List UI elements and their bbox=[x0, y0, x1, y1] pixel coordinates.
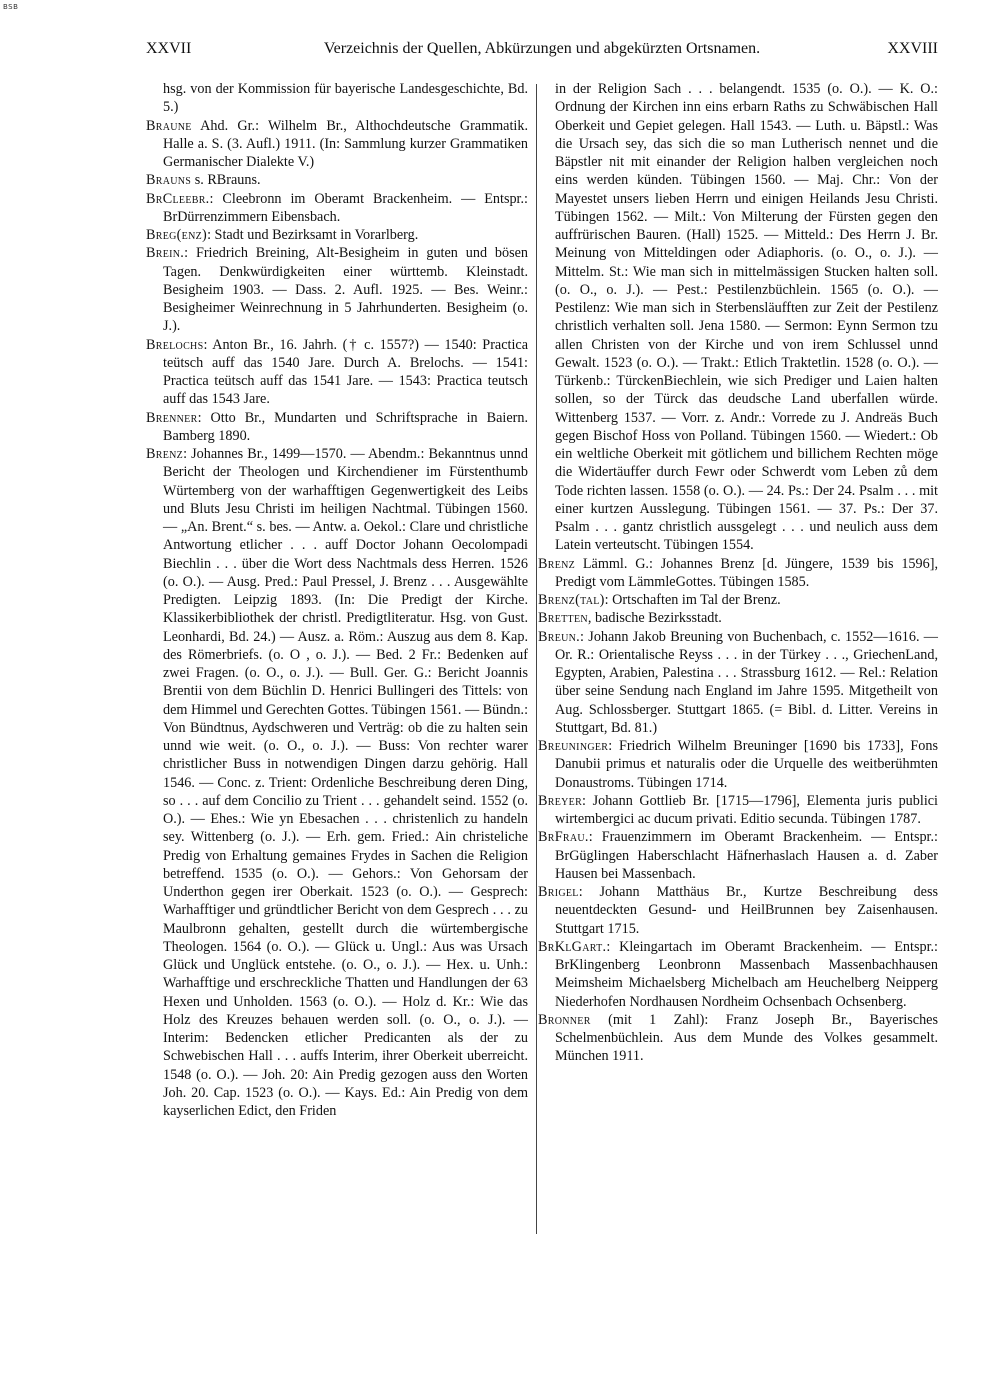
entry-text: s. RBrauns. bbox=[191, 172, 261, 189]
index-entry bbox=[538, 628, 938, 738]
entry-text: : Friedrich Wilhelm Breuninger [1690 bis 1733], Fons Danubii primus et naturalis oder die Urquelle des weitberühmten Donaustroms. Tübingen 1714. bbox=[555, 738, 938, 791]
index-entry bbox=[538, 609, 938, 627]
index-entry bbox=[146, 445, 528, 1120]
entry-headword: Bretten bbox=[538, 610, 588, 627]
index-entry bbox=[146, 244, 528, 335]
entry-text: : Johann Gottlieb Br. [1715—1796], Elementa juris publici wirtembergici ac ducum privati. Editio secunda. Tübingen 1787. bbox=[555, 792, 938, 827]
entry-text: : Ortschaften im Tal der Brenz. bbox=[604, 592, 781, 608]
entry-headword: BrKlGart. bbox=[538, 938, 607, 955]
entry-text: in der Religion Sach . . . belangendt. 1535 (o. O.). — K. O.: Ordnung der Kirchen inn eins erbarn Raths zu Schwäbischen Hall Oberkeit und Gepiet gelegen. Hall 1543. — Luth. u. Bäpstl.: Was die Ursach sey, das sich die so man Lutherisch nennet und die Bäpstler nit mit einander der Religion halben vergleichen noch eins werden künden. Tübingen 1560. — Maj. Chr.: Von der Mayestet unsers lieben Herrn und einigen Heilands Jesu Christi. Tübingen 1562. — Milt.: Von Milterung der Fürsten gegen den auffrürischen Bauren. (Hall) 1525. — Mitteld.: Des Herrn J. Br. Meinung von Mitteldingen oder Adiaphoris. (o. O., o. J.). — Mittelm. St.: Wie man sich in mittelmässigen Stucken halten soll. (o. O., o. J.). — Pest.: Pestilenzbüchlein. 1565 (o. O.). — Pestilenz: Wie man sich in Sterbensläufften zur Zeit der Pestilenz christlich verhalten soll. Jena 1580. — Sermon: Eynn Sermon tzu allen Christen von der Kirche und von irem Schlussel unnd Gewalt. 1523 (o. O.). — Trakt.: Etlich Traktetlin. 1528 (o. O.). — Türkenb.: TürckenBiechlein, wie sich Prediger und Laien halten sollen, so der Türck das deudsche Land uberfallen würde. Wittenberg 1537. — Vorr. z. Andr.: Vorrede zu J. Andreäs Buch gegen Bischof Hoss von Polland. Tübingen 1560. — Wiedert.: Ob ein weltliche Oberkeit mit götlichem und billichem Rechten möge die Widertäuffer durch Fewr oder Schwerdt vom Leben zů dem Tode richten lassen. 1558 (o. O.). — 24. Ps.: Der 24. Psalm . . . mit einer kurtzen Ausslegung. Tübingen 1561. — 37. Ps.: Der 37. Psalm . . . gantz christlich aussgelegt . . . und neulich auss dem Latein verteutscht. Tübingen 1554. bbox=[555, 81, 938, 554]
entry-text: , badische Bezirksstadt. bbox=[587, 610, 722, 627]
entry-headword: Brenner bbox=[146, 409, 198, 426]
index-entry bbox=[538, 938, 938, 1011]
entry-text: hsg. von der Kommission für bayerische Landesgeschichte, Bd. 5.) bbox=[163, 81, 528, 116]
entry-headword: Bronner bbox=[538, 1011, 591, 1028]
library-stamp: BSB bbox=[3, 3, 19, 11]
entry-headword: Brein. bbox=[146, 245, 185, 262]
entry-text: : Anton Br., 16. Jahrh. († c. 1557?) — 1540: Practica teütsch auff das 1540 Jare. Durch A. Brelochs. — 1541: Practica teütsch auff das 1541 Jare. — 1543: Practica teutsch auff das 1543 Jare. bbox=[163, 336, 528, 408]
index-entry bbox=[146, 226, 528, 244]
index-entry bbox=[538, 737, 938, 792]
index-entry bbox=[538, 555, 938, 592]
entry-headword: Breyer bbox=[538, 792, 583, 809]
entry-headword: Brigel bbox=[538, 884, 579, 900]
entry-text: : Stadt und Bezirksamt in Vorarlberg. bbox=[207, 227, 419, 243]
index-entry bbox=[146, 190, 528, 227]
index-entry bbox=[146, 117, 528, 172]
entry-headword: BrFrau. bbox=[538, 829, 589, 846]
index-entry bbox=[538, 883, 938, 938]
column-divider bbox=[536, 84, 537, 1234]
entry-headword: Breun. bbox=[538, 628, 581, 645]
entry-text: Lämml. G.: Johannes Brenz [d. Jüngere, 1539 bis 1596], Predigt vom LämmleGottes. Tübingen 1585. bbox=[555, 555, 938, 590]
entry-headword: Breuninger bbox=[538, 738, 609, 754]
entry-headword: Brenz bbox=[146, 446, 184, 462]
index-entry bbox=[146, 336, 528, 409]
index-entry bbox=[538, 1011, 938, 1066]
entry-text: : Johannes Br., 1499—1570. — Abendm.: Bekanntnus unnd Bericht der Theologen und Kirchendiener im Fürstenthumb Würtemberg von der warhafftigen Gegenwertigkeit des Leibs und Bluts Jesu Christi im heiligen Nachtmal. Tübingen 1560. — „An. Brent.“ s. bes. — Antw. a. Oekol.: Clare und christliche Antwortung etlicher . . . auff Doctor Johann Oecolompadi Biechlin . . . über die Wort dess Nachtmals dess Herren. 1526 (o. O.). — Ausg. Pred.: Paul Pressel, J. Brenz . . . Ausgewählte Predigten. Leipzig 1893. (In: Die Predigt der Kirche. Klassikerbibliothek der christl. Predigtliteratur. Hsg. von Gust. Leonhardi, Bd. 24.) — Ausz. a. Röm.: Auszug aus dem 8. Kap. des Römerbriefs. (o. O , o. J.). — Bed. 2 Fr.: Bedenken auf zwei Fragen. (o. O., o. J.). — Bull. Ger. G.: Bericht Joannis Brentii von dem Büchlin D. Henrici Bullingeri des Tittels: von dem Himmel und Gerechten Gottes. Tübingen 1561. — Bündn.: Von Bündtnus, Aydschweren und Verträg: ob die zu halten sein unnd wie weit. (o. O., o. J.). — Buss: Von rechter warer christlicher Buss in notwendigen Dingen darzu gehörig. Hall 1546. — Conc. z. Trient: Ordenliche Beschreibung deren Ding, so . . . auf dem Concilio zu Trient . . . gehandelt seind. 1552 (o. O.). — Ehes.: Wie yn Ebesachen . . . christenlich zu handeln sey. Wittenberg (o. J.). — Erh. gem. Fried.: Ain christeliche Predig von Erhaltung gemaines Frydes in Sachen die Religion betreffend. 1535 (o. O.). — Gehors.: Von Gehorsam der Underthon gegen irer Oberkait. 1523 (o. O.). — Gesprech: Warhafftiger und gründtlicher Bericht von dem Gesprech . . . zu Maulbronn gehalten, gestellt durch die würtembergische Theologen. 1564 (o. O.). — Glück u. Ungl.: Aus was Ursach Glück und Unglück entstehe. (o. O., o. J.). — Hex. u. Unh.: Warhafftige und erschreckliche Thatten und Handlungen der 63 Hexen und Unholden. 1563 (o. O.). — Holz d. Kr.: Wie das Holz des Kreuzes behauen werden soll. (o. O., o. J.). — Interim: Bedencken etlicher Predicanten als der zu Schwebischen Hall . . . auffs Interim, ihrer Oberkeit uberreicht. 1548 (o. O.). — Joh. 20: Ain Predig gezogen auss den Worten Joh. 20. Cap. 1523 (o. O.). — Kays. Ed.: Ain Predig von dem kayserlichen Edict, den Friden bbox=[163, 446, 529, 1119]
entry-headword: Brauns bbox=[146, 172, 192, 189]
entry-text: : Kleingartach im Oberamt Brackenheim. — Entspr.: BrKlingenberg Leonbronn Massenbach Massenbachhausen Meimsheim Michaelsberg Michelbach am Heuchelberg Neipperg Niederhofen Nordhausen Nordheim Ochsenbach Ochsenberg. bbox=[555, 938, 938, 1010]
entry-headword: Brelochs bbox=[146, 336, 204, 353]
entry-headword: BrCleebr. bbox=[146, 190, 210, 207]
index-entry bbox=[538, 80, 938, 555]
page-number-left: XXVII bbox=[146, 40, 192, 57]
entry-text: : Friedrich Breining, Alt-Besigheim in guten und bösen Tagen. Denkwürdigkeiten einer württemb. Kleinstadt. Besigheim 1903. — Dass. 2. Aufl. 1925. — Bes. Weinr.: Besigheimer Weinrechnung in 5 Jahrhunderten. Besigheim (o. J.). bbox=[163, 245, 528, 335]
index-entry bbox=[146, 80, 528, 117]
page-header bbox=[146, 40, 938, 62]
entry-text: : Cleebronn im Oberamt Brackenheim. — Entspr.: BrDürrenzimmern Eibensbach. bbox=[163, 190, 528, 225]
right-column bbox=[538, 80, 938, 1066]
index-entry bbox=[538, 792, 938, 829]
entry-text: Ahd. Gr.: Wilhelm Br., Althochdeutsche Grammatik. Halle a. S. (3. Aufl.) 1911. (In: Sammlung kurzer Grammatiken Germanischer Dialekte V.) bbox=[163, 117, 528, 170]
entry-text: : Johann Matthäus Br., Kurtze Beschreibung dess neuentdeckten Gesund- und HeilBrunnen bey Zaisenhausen. Stuttgart 1715. bbox=[555, 884, 938, 937]
left-column bbox=[146, 80, 528, 1120]
entry-text: : Frauenzimmern im Oberamt Brackenheim. — Entspr.: BrGüglingen Haberschlacht Häfnerhaslach Hausen a. d. Zaber Hausen bei Massenbach. bbox=[555, 829, 938, 882]
running-title: Verzeichnis der Quellen, Abkürzungen und abgekürzten Ortsnamen. bbox=[323, 40, 761, 57]
entry-text: : Johann Jakob Breuning von Buchenbach, c. 1552—1616. — Or. R.: Orientalische Reyss . . . in der Türkey . . ., GriechenLand, Egypten, Arabien, Palestina . . . Strassburg 1612. — Rel.: Relation über seine Sendung nach England im Jahre 1595. Mitgetheilt von Aug. Schlossberger. Stuttgart 1865. (= Bibl. d. Litter. Vereins in Stuttgart, Bd. 81.) bbox=[555, 628, 938, 736]
page-number-right: XXVIII bbox=[887, 40, 938, 57]
index-entry bbox=[538, 591, 938, 609]
entry-headword: Brenz(tal) bbox=[538, 592, 605, 608]
entry-headword: Breg(enz) bbox=[146, 227, 208, 243]
index-entry bbox=[146, 409, 528, 446]
index-entry bbox=[146, 171, 528, 189]
entry-text: (mit 1 Zahl): Franz Joseph Br., Bayerisches Schelmenbüchlein. Aus dem Munde des Volkes gesammelt. München 1911. bbox=[555, 1011, 938, 1065]
entry-text: : Otto Br., Mundarten und Schriftsprache in Baiern. Bamberg 1890. bbox=[163, 409, 528, 444]
index-entry bbox=[538, 828, 938, 883]
entry-headword: Brenz bbox=[538, 555, 576, 572]
entry-headword: Braune bbox=[146, 117, 192, 134]
